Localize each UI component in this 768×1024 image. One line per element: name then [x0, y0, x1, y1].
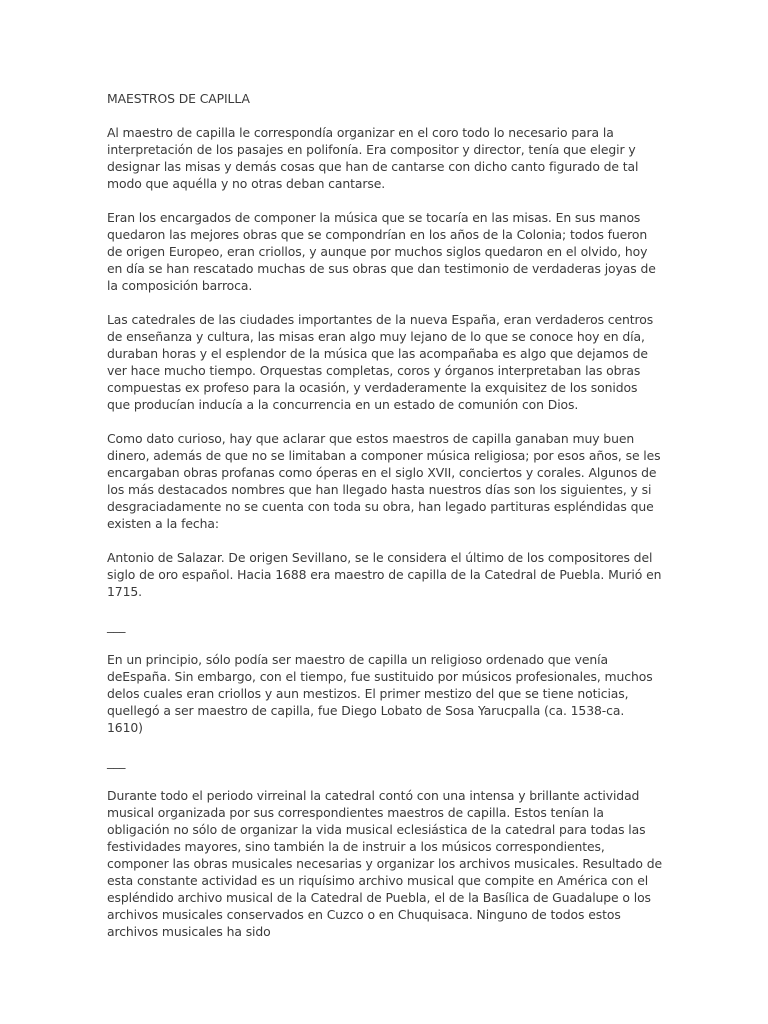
paragraph-periodo-virreinal: Durante todo el periodo virreinal la catedral contó con una intensa y brillante actividad musical organizada por sus correspondientes maestros de capilla. Estos tenían la obligación no sólo de organizar la vida musical eclesiástica de la catedral para todas las festividades mayores, sino también la de instruir a los músicos correspondientes, componer las obras musicales necesarias y organizar los archivos musicales. Resultado de esta constante actividad es un riquísimo archivo musical que compite en América con el espléndido archivo musical de la Catedral de Puebla, el de la Basílica de Guadalupe o los archivos musicales conservados en Cuzco o en Chuquisaca. Ninguno de todos estos archivos musicales ha sido [107, 788, 662, 939]
document-page [107, 90, 663, 957]
separator-line: ___ [107, 754, 126, 769]
paragraph-catedrales: Las catedrales de las ciudades importantes de la nueva España, eran verdaderos centros de enseñanza y cultura, las misas eran algo muy lejano de lo que se conoce hoy en día, duraban horas y el esplendor de la música que las acompañaba es algo que dejamos de ver hace mucho tiempo. Orquestas completas, coros y órganos interpretaban las obras compuestas ex profeso para la ocasión, y verdaderamente la exquisitez de los sonidos que producían inducía a la concurrencia en un estado de comunión con Dios. [107, 312, 654, 412]
paragraph-maestro-definition: Al maestro de capilla le correspondía organizar en el coro todo lo necesario para la interpretación de los pasajes en polifonía. Era compositor y director, tenía que elegir y designar las misas y demás cosas que han de cantarse con dicho canto figurado de tal modo que aquélla y no otras deban cantarse. [107, 125, 639, 191]
paragraph-dato-curioso: Como dato curioso, hay que aclarar que estos maestros de capilla ganaban muy buen dinero, además de que no se limitaban a componer música religiosa; por esos años, se les encargaban obras profanas como óperas en el siglo XVII, conciertos y corales. Algunos de los más destacados nombres que han llegado hasta nuestros días son los siguientes, y si desgraciadamente no se cuenta con toda su obra, han legado partituras espléndidas que existen a la fecha: [107, 431, 661, 531]
document-title: MAESTROS DE CAPILLA [107, 91, 250, 106]
paragraph-antonio-salazar: Antonio de Salazar. De origen Sevillano, se le considera el último de los compositores del siglo de oro español. Hacia 1688 era maestro de capilla de la Catedral de Puebla. Murió en 1715. [107, 550, 662, 599]
separator-line: ___ [107, 618, 126, 633]
paragraph-principio: En un principio, sólo podía ser maestro de capilla un religioso ordenado que venía deEspaña. Sin embargo, con el tiempo, fue sustituido por músicos profesionales, muchos delos cuales eran criollos y aun mestizos. El primer mestizo del que se tiene noticias, quellegó a ser maestro de capilla, fue Diego Lobato de Sosa Yarucpalla (ca. 1538-ca. 1610) [107, 652, 653, 735]
paragraph-encargados: Eran los encargados de componer la música que se tocaría en las misas. En sus manos quedaron las mejores obras que se compondrían en los años de la Colonia; todos fueron de origen Europeo, eran criollos, y aunque por muchos siglos quedaron en el olvido, hoy en día se han rescatado muchas de sus obras que dan testimonio de verdaderas joyas de la composición barroca. [107, 210, 656, 293]
